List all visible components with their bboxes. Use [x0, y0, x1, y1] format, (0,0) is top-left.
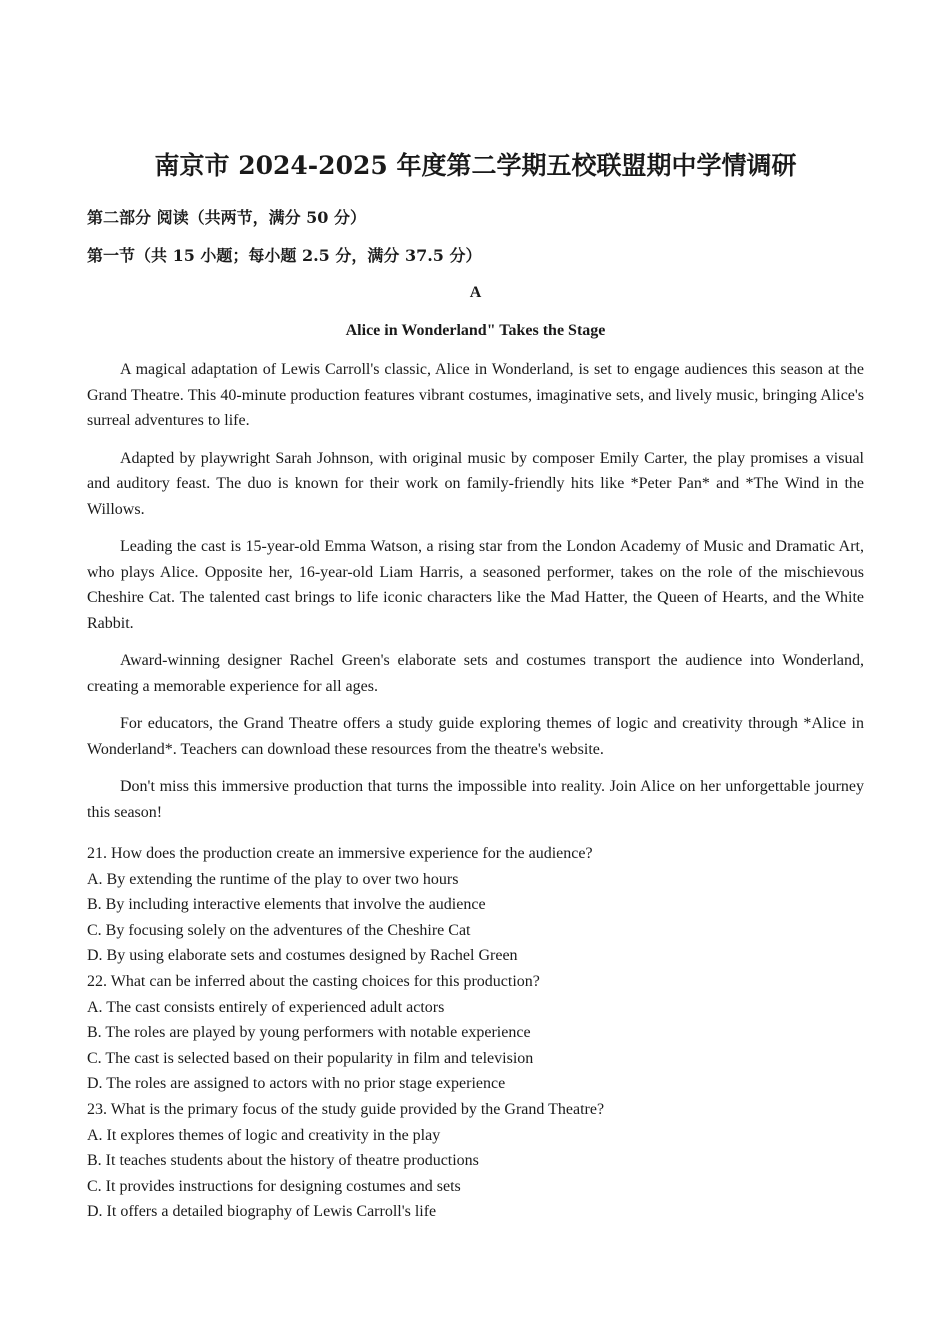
answer-option: A. It explores themes of logic and creativity in the play [87, 1126, 441, 1144]
question-list [87, 841, 864, 1225]
passage-paragraph: For educators, the Grand Theatre offers a study guide exploring themes of logic and creativity through *Alice in Wonderland*. Teachers can download these resources from the theatre's website. [87, 715, 864, 758]
answer-option: D. By using elaborate sets and costumes designed by Rachel Green [87, 947, 518, 965]
question-stem: 21. How does the production create an immersive experience for the audience? [87, 845, 593, 862]
answer-option: C. It provides instructions for designing costumes and sets [87, 1177, 461, 1195]
passage-label: A [469, 284, 482, 301]
part-heading: 第二部分 阅读（共两节，满分 50 分） [87, 208, 366, 227]
question-stem: 23. What is the primary focus of the study guide provided by the Grand Theatre? [87, 1100, 605, 1118]
question-stem: 22. What can be inferred about the casting choices for this production? [87, 972, 540, 990]
passage-paragraph: Leading the cast is 15-year-old Emma Watson, a rising star from the London Academy of Music and Dramatic Art, who plays Alice. Opposite her, 16-year-old Liam Harris, a seasoned performer, takes on the role of the mischievous Cheshire Cat. The talented cast brings to life iconic characters like the Mad Hatter, the Queen of Hearts, and the White Rabbit. [87, 538, 864, 632]
passage-paragraph: Don't miss this immersive production that turns the impossible into reality. Join Alice on her unforgettable journey this season! [87, 778, 864, 821]
answer-option: A. By extending the runtime of the play to over two hours [87, 870, 459, 888]
passage-paragraph: Adapted by playwright Sarah Johnson, with original music by composer Emily Carter, the play promises a visual and auditory feast. The duo is known for their work on family-friendly hits like *Peter Pan* and *The Wind in the Willows. [87, 449, 864, 518]
answer-option: C. By focusing solely on the adventures of the Cheshire Cat [87, 921, 471, 939]
answer-option: C. The cast is selected based on their popularity in film and television [87, 1049, 534, 1067]
answer-option: B. By including interactive elements that involve the audience [87, 896, 486, 914]
answer-option: B. The roles are played by young performers with notable experience [87, 1024, 531, 1042]
section-heading: 第一节（共 15 小题；每小题 2.5 分，满分 37.5 分） [87, 246, 482, 265]
answer-option: D. The roles are assigned to actors with no prior stage experience [87, 1075, 506, 1093]
exam-title: 南京市 2024-2025 年度第二学期五校联盟期中学情调研 [154, 151, 797, 180]
answer-option: A. The cast consists entirely of experienced adult actors [87, 998, 445, 1016]
passage-body [87, 357, 864, 837]
answer-option: B. It teaches students about the history of theatre productions [87, 1152, 479, 1170]
passage-paragraph: Award-winning designer Rachel Green's elaborate sets and costumes transport the audience into Wonderland, creating a memorable experience for all ages. [87, 652, 864, 695]
answer-option: D. It offers a detailed biography of Lewis Carroll's life [87, 1203, 437, 1221]
passage-title: Alice in Wonderland" Takes the Stage [345, 322, 606, 339]
passage-paragraph: A magical adaptation of Lewis Carroll's classic, Alice in Wonderland, is set to engage audiences this season at the Grand Theatre. This 40-minute production features vibrant costumes, imaginative sets, and lively music, bringing Alice's surreal adventures to life. [87, 361, 864, 429]
